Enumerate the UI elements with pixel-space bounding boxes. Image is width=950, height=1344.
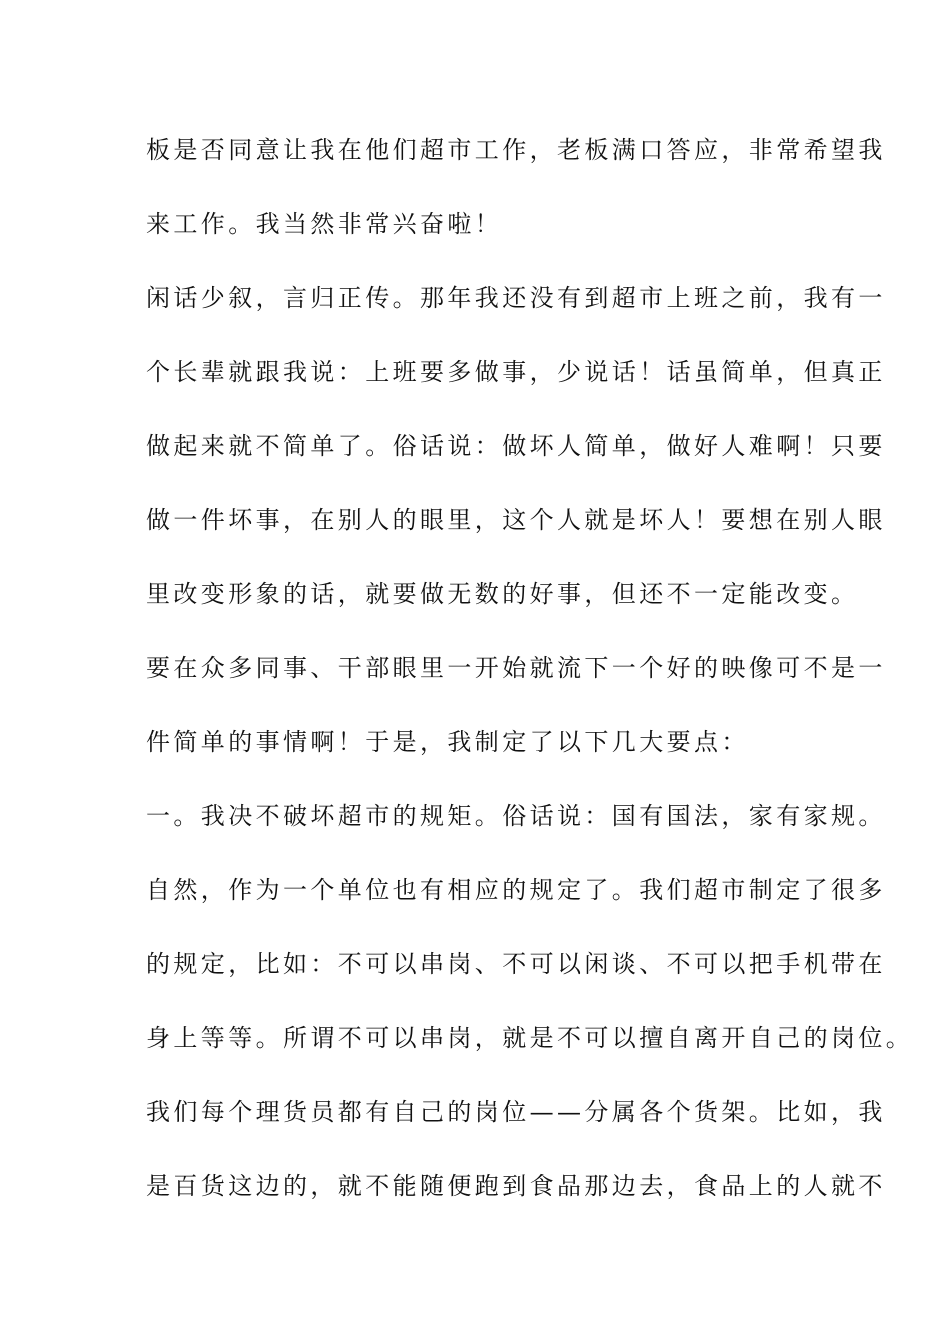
text-line: 里改变形象的话，就要做无数的好事，但还不一定能改变。 <box>146 580 859 608</box>
text-line: 一。我决不破坏超市的规矩。俗话说：国有国法，家有家规。 <box>146 802 886 830</box>
text-line: 个长辈就跟我说：上班要多做事，少说话！话虽简单，但真正 <box>146 358 886 386</box>
text-line: 的规定，比如：不可以串岗、不可以闲谈、不可以把手机带在 <box>146 950 886 978</box>
text-line: 我们每个理货员都有自己的岗位——分属各个货架。比如，我 <box>146 1098 886 1126</box>
text-line: 做一件坏事，在别人的眼里，这个人就是坏人！要想在别人眼 <box>146 506 886 534</box>
text-line: 要在众多同事、干部眼里一开始就流下一个好的映像可不是一 <box>146 654 886 682</box>
text-line: 件简单的事情啊！于是，我制定了以下几大要点： <box>146 728 749 756</box>
text-line: 身上等等。所谓不可以串岗，就是不可以擅自离开自己的岗位。 <box>146 1024 914 1052</box>
body-text <box>146 130 914 1240</box>
text-line: 是百货这边的，就不能随便跑到食品那边去，食品上的人就不 <box>146 1172 886 1200</box>
text-line: 来工作。我当然非常兴奋啦！ <box>146 210 503 238</box>
text-line: 自然，作为一个单位也有相应的规定了。我们超市制定了很多 <box>146 876 886 904</box>
text-line: 板是否同意让我在他们超市工作，老板满口答应，非常希望我 <box>146 136 886 164</box>
text-line: 做起来就不简单了。俗话说：做坏人简单，做好人难啊！只要 <box>146 432 886 460</box>
text-line: 闲话少叙，言归正传。那年我还没有到超市上班之前，我有一 <box>146 284 886 312</box>
